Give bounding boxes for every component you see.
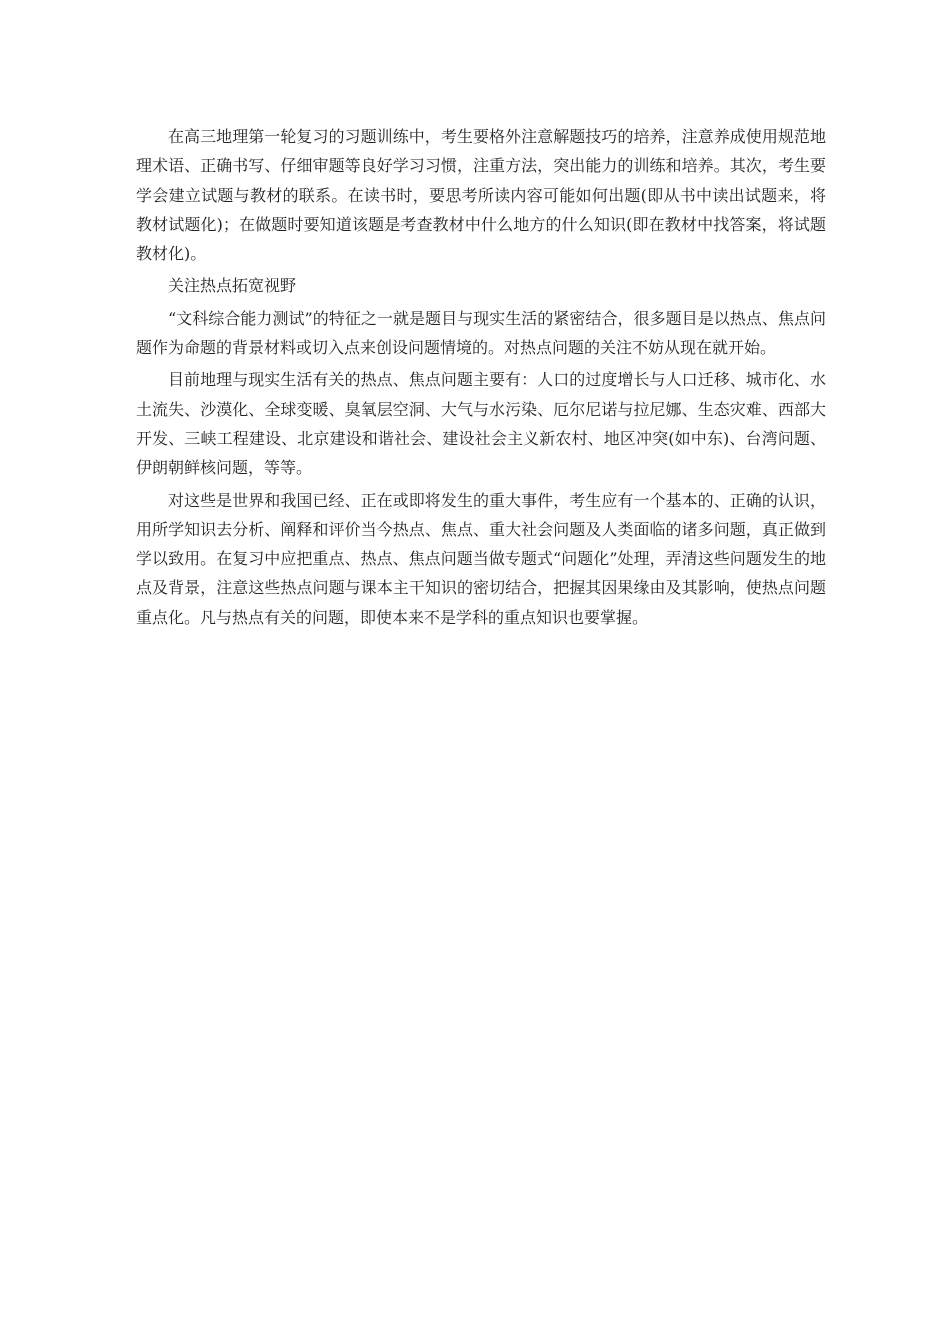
paragraph-review-skills: 在高三地理第一轮复习的习题训练中，考生要格外注意解题技巧的培养，注意养成使用规范地理术语、正确书写、仔细审题等良好学习习惯，注重方法，突出能力的训练和培养。其次，考生要学会建立试题与教材的联系。在读书时，要思考所读内容可能如何出题(即从书中读出试题来，将教材试题化)；在做题时要知道该题是考查教材中什么地方的什么知识(即在教材中找答案，将试题教材化)。 [136, 127, 826, 264]
document-page [136, 122, 826, 632]
section-heading: 关注热点拓宽视野 [168, 276, 297, 296]
paragraph-hot-topics-list: 目前地理与现实生活有关的热点、焦点问题主要有：人口的过度增长与人口迁移、城市化、水土流失、沙漠化、全球变暖、臭氧层空洞、大气与水污染、厄尔尼诺与拉尼娜、生态灾难、西部大开发、三峡工程建设、北京建设和谐社会、建设社会主义新农村、地区冲突(如中东)、台湾问题、伊朗朝鲜核问题，等等。 [136, 370, 826, 478]
paragraph-exam-features: “文科综合能力测试”的特征之一就是题目与现实生活的紧密结合，很多题目是以热点、焦点问题作为命题的背景材料或切入点来创设问题情境的。对热点问题的关注不妨从现在就开始。 [136, 308, 826, 358]
paragraph-study-advice: 对这些是世界和我国已经、正在或即将发生的重大事件，考生应有一个基本的、正确的认识，用所学知识去分析、阐释和评价当今热点、焦点、重大社会问题及人类面临的诸多问题，真正做到学以致用。在复习中应把重点、热点、焦点问题当做专题式“问题化”处理，弄清这些问题发生的地点及背景，注意这些热点问题与课本主干知识的密切结合，把握其因果缘由及其影响，使热点问题重点化。凡与热点有关的问题，即使本来不是学科的重点知识也要掌握。 [136, 490, 826, 627]
